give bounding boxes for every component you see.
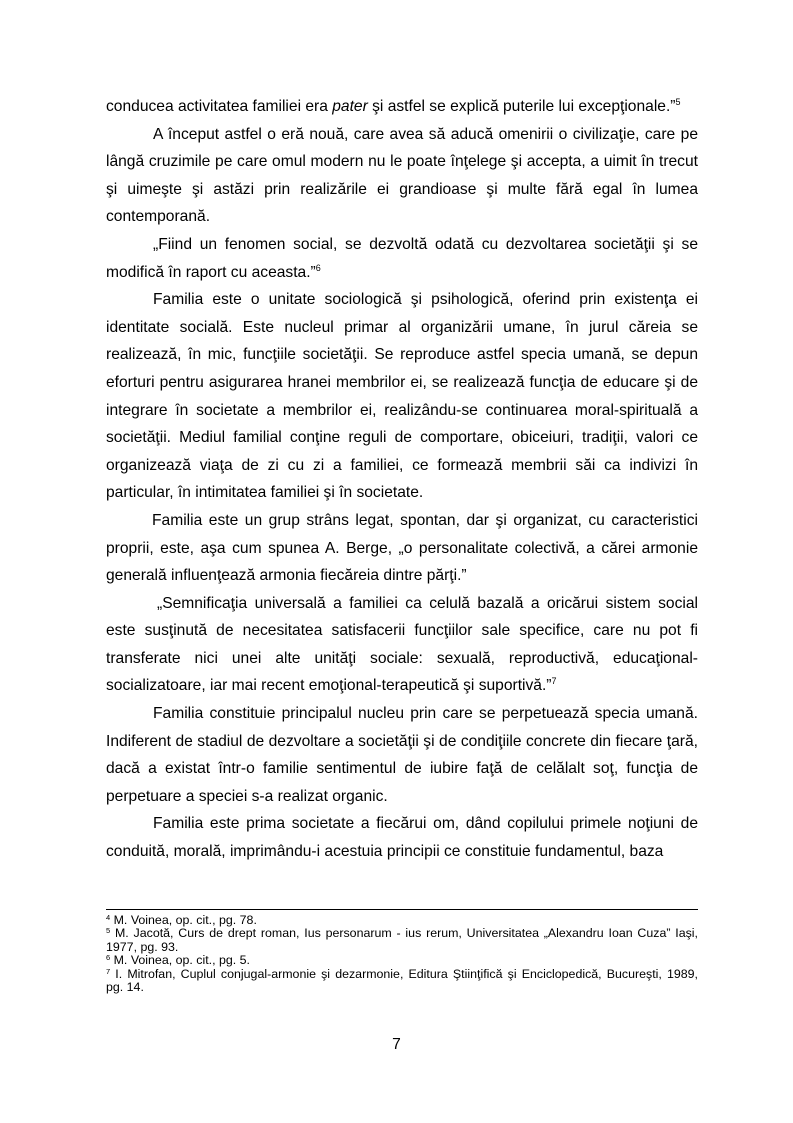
footnote-number: 6 <box>106 953 111 963</box>
paragraph-6-quote: „Semnificaţia universală a familiei ca celulă bazală a oricărui sistem social este susţinută de necesitatea satisfacerii funcţiilor sale specifice, care nu pot fi transferate nici unei alte unităţi sociale: sexuală, reproductivă, educaţional-socializatoare, iar mai recent emoţional-terapeutică şi suportivă.” <box>106 594 698 695</box>
paragraph-3-quote: „Fiind un fenomen social, se dezvoltă odată cu dezvoltarea societăţii şi se modifică în raport cu aceasta.” <box>106 235 698 281</box>
footnote-ref-5: 5 <box>675 97 681 107</box>
footnote-text: I. Mitrofan, Cuplul conjugal-armonie şi dezarmonie, Editura Ştiinţifică şi Enciclopedică, Bucureşti, 1989, pg. 14. <box>106 966 698 995</box>
paragraph-4: Familia este o unitate sociologică şi psihologică, oferind prin existenţa ei identitate socială. Este nucleul primar al organizării umane, în jurul căreia se realizează, în mic, funcţiile societăţii. Se reproduce astfel specia umană, se depun eforturi pentru asigurarea hranei membrilor ei, se realizează funcţia de educare şi de integrare în societate a membrilor ei, realizându-se continuarea moral-spirituală a societăţii. Mediul familial conţine reguli de comportare, obiceiuri, tradiţii, valori ce organizează viaţa de zi cu zi a familiei, ce formează membrii săi ca indivizi în particular, în intimitatea familiei şi în societate. <box>106 291 698 502</box>
footnote-separator <box>106 909 698 910</box>
footnote-number: 4 <box>106 913 111 922</box>
paragraph-3 <box>106 231 698 286</box>
italic-term-pater: pater <box>332 98 368 115</box>
footnote-number: 7 <box>106 966 111 976</box>
paragraph-6 <box>106 590 698 700</box>
paragraph-1-text-end: şi astfel se explică puterile lui excepţionale.” <box>367 98 676 115</box>
footnote-number: 5 <box>106 926 111 936</box>
paragraph-1-text-start: conducea activitatea familiei era <box>106 98 333 115</box>
footnotes <box>106 914 698 994</box>
paragraph-5: Familia este un grup strâns legat, spontan, dar şi organizat, cu caracteristici proprii, este, aşa cum spunea A. Berge, „o personalitate colectivă, a cărei armonie generală influenţează armonia fiecăreia dintre părţi.” <box>106 511 698 585</box>
paragraph-2: A început astfel o eră nouă, care avea să aducă omenirii o civilizaţie, care pe lângă cruzimile pe care omul modern nu le poate înţelege şi accepta, a uimit în trecut şi uimeşte şi astăzi prin realizările ei grandioase şi multe fără egal în lumea contemporană. <box>106 125 698 226</box>
footnote-text: M. Jacotă, Curs de drept roman, Ius personarum - ius rerum, Universitatea „Alexandru Ioan Cuza” Iaşi, 1977, pg. 93. <box>106 926 698 954</box>
footnote-5 <box>106 927 698 954</box>
page-number: 7 <box>392 1036 401 1053</box>
footnote-6 <box>106 954 698 967</box>
footnote-text: M. Voinea, op. cit., pg. 5. <box>110 953 250 968</box>
paragraph-7: Familia constituie principalul nucleu prin care se perpetuează specia umană. Indiferent de stadiul de dezvoltare a societăţii şi de condiţiile concrete din fiecare ţară, dacă a existat într-o familie sentimentul de iubire faţă de celălalt soţ, funcţia de perpetuare a speciei s-a realizat organic. <box>106 705 698 805</box>
footnote-text: M. Voinea, op. cit., pg. 78. <box>110 913 257 927</box>
footnote-4 <box>106 914 698 927</box>
footnote-ref-7: 7 <box>551 676 557 687</box>
paragraph-1 <box>106 93 698 121</box>
footnote-ref-6: 6 <box>315 262 321 273</box>
paragraph-8: Familia este prima societate a fiecărui om, dând copilului primele noţiuni de conduită, morală, imprimându-i acestuia principii ce constituie fundamentul, baza <box>106 815 698 861</box>
footnote-7 <box>106 968 698 995</box>
body-text <box>106 93 698 866</box>
